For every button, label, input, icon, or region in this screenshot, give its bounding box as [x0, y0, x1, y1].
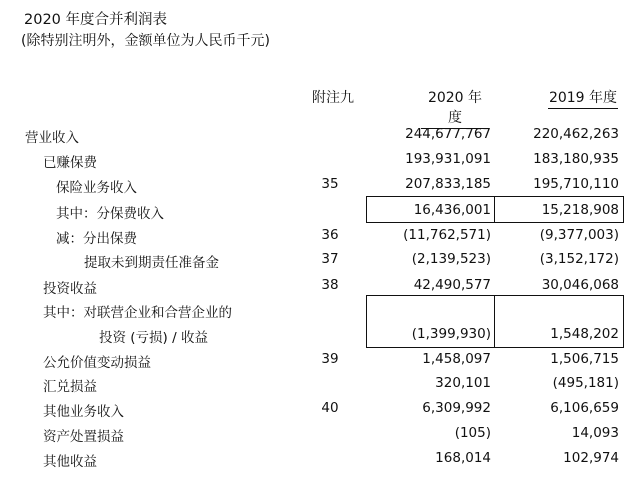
row-other-business-income: [0, 400, 642, 422]
row-value-2019: 14,093: [571, 425, 619, 441]
row-value-2019: 1,548,202: [550, 326, 619, 342]
row-label: 减：分出保费: [56, 231, 137, 247]
row-note: 37: [321, 251, 339, 267]
row-reinsurance-premiums: [0, 202, 642, 224]
row-other-income: [0, 450, 642, 472]
row-label: 其中：分保费收入: [56, 206, 164, 222]
row-note: 35: [321, 176, 339, 192]
row-label: 投资收益: [43, 281, 97, 297]
row-value-2020: 320,101: [435, 375, 491, 391]
row-value-2019: (495,181): [552, 375, 619, 391]
row-label: 公允价值变动损益: [43, 355, 151, 371]
row-label: 其中：对联营企业和合营企业的: [43, 305, 232, 321]
statement-title: 2020 年度合并利润表: [24, 12, 168, 28]
column-header-2019: 2019 年度: [548, 87, 618, 109]
row-note: 38: [321, 277, 339, 293]
row-fair-value-changes: [0, 351, 642, 373]
row-associates-jv-investment: [0, 326, 642, 348]
row-asset-disposal: [0, 425, 642, 447]
row-unearned-premium-reserve: [0, 251, 642, 273]
row-value-2019: 1,506,715: [550, 351, 619, 367]
row-exchange-gain-loss: [0, 375, 642, 397]
row-value-2020: 6,309,992: [422, 400, 491, 416]
row-value-2020: (2,139,523): [411, 251, 491, 267]
row-note: 39: [321, 351, 339, 367]
row-ceded-premiums: [0, 227, 642, 249]
row-earned-premiums: [0, 151, 642, 173]
row-label: 营业收入: [25, 130, 79, 146]
row-value-2020: 168,014: [435, 450, 491, 466]
row-value-2020: (105): [454, 425, 491, 441]
row-note: 40: [321, 400, 339, 416]
row-value-2019: 220,462,263: [533, 126, 619, 142]
row-value-2019: (3,152,172): [539, 251, 619, 267]
row-value-2019: 6,106,659: [550, 400, 619, 416]
row-value-2020: 193,931,091: [405, 151, 491, 167]
statement-subtitle: (除特别注明外，金额单位为人民币千元): [21, 33, 270, 49]
row-note: 36: [321, 227, 339, 243]
row-value-2019: 195,710,110: [533, 176, 619, 192]
row-insurance-revenue: [0, 176, 642, 198]
row-label: 已赚保费: [43, 155, 97, 171]
row-value-2019: 15,218,908: [541, 202, 619, 218]
row-value-2020: (11,762,571): [403, 227, 491, 243]
row-label: 资产处置损益: [43, 429, 124, 445]
column-header-2020: 2020 年度: [421, 87, 489, 129]
row-value-2019: 102,974: [563, 450, 619, 466]
row-investment-income: [0, 277, 642, 299]
row-label: 提取未到期责任准备金: [84, 255, 219, 271]
row-value-2019: (9,377,003): [539, 227, 619, 243]
row-label: 汇兑损益: [43, 379, 97, 395]
row-value-2019: 183,180,935: [533, 151, 619, 167]
row-label: 投资 (亏损) / 收益: [99, 330, 208, 346]
row-label: 保险业务收入: [56, 180, 137, 196]
row-value-2020: 1,458,097: [422, 351, 491, 367]
row-value-2020: (1,399,930): [411, 326, 491, 342]
column-header-note: 附注九: [312, 90, 354, 106]
row-value-2019: 30,046,068: [541, 277, 619, 293]
row-operating-revenue: [0, 126, 642, 148]
row-associates-jv-caption: [0, 301, 642, 323]
row-value-2020: 207,833,185: [405, 176, 491, 192]
row-label: 其他业务收入: [43, 404, 124, 420]
row-label: 其他收益: [43, 454, 97, 470]
row-value-2020: 16,436,001: [413, 202, 491, 218]
row-value-2020: 244,677,767: [405, 126, 491, 142]
row-value-2020: 42,490,577: [413, 277, 491, 293]
